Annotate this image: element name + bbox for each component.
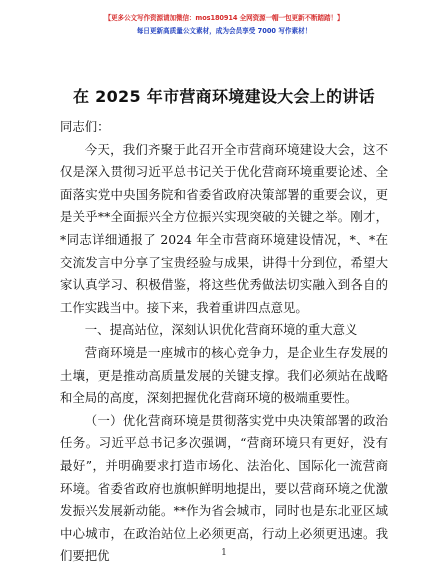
promo-banner-line-2: 每日更新高质量公文素材，成为会员享受 7000 写作素材！	[136, 27, 312, 35]
paragraph-intro: 今天，我们齐聚于此召开全市营商环境建设大会，这不仅是深入贯彻习近平总书记关于优化营商环境重要论述、全面落实党中央国务院和省委省政府决策部署的重要会议，更是关乎**全面振兴全方位振兴实现突破的关键之举。刚才，*同志详细通报了 2024 年全市营商环境建设情况，*、*在交流发言中分享了宝贵经验与成果，讲得十分到位，希望大家认真学习、积极借鉴，将这些优秀做法切实融入到各自的工作实践当中。接下来，我着重讲四点意见。	[60, 141, 388, 315]
document-title: 在 2025 年市营商环境建设大会上的讲话	[73, 87, 375, 106]
document-body	[60, 116, 388, 568]
paragraph-subsection-1: （一）优化营商环境是贯彻落实党中央决策部署的政治任务。习近平总书记多次强调，“营商环境只有更好，没有最好”，并明确要求打造市场化、法治化、国际化一流营商环境。省委省政府也旗帜鲜明地提出，要以营商环境之优激发振兴发展新动能。**作为省会城市，同时也是东北亚区域中心城市，在政治站位上必须更高，行动上必须更迅速。我们要把优	[60, 412, 388, 564]
promo-banner-line-1: 【更多公文写作资源请加微信：mos180914 全网资源一帽一包更新不断踏踏！】	[104, 14, 344, 22]
salutation: 同志们：	[60, 119, 110, 134]
paragraph-section-1: 营商环境是一座城市的核心竞争力，是企业生存发展的土壤，更是推动高质量发展的关键支撑。我们必须站在战略和全局的高度，深刻把握优化营商环境的极端重要性。	[60, 344, 388, 406]
page-number: 1	[221, 548, 227, 558]
section-heading-1: 一、提高站位，深刻认识优化营商环境的重大意义	[84, 322, 358, 338]
promo-banner	[0, 12, 448, 37]
